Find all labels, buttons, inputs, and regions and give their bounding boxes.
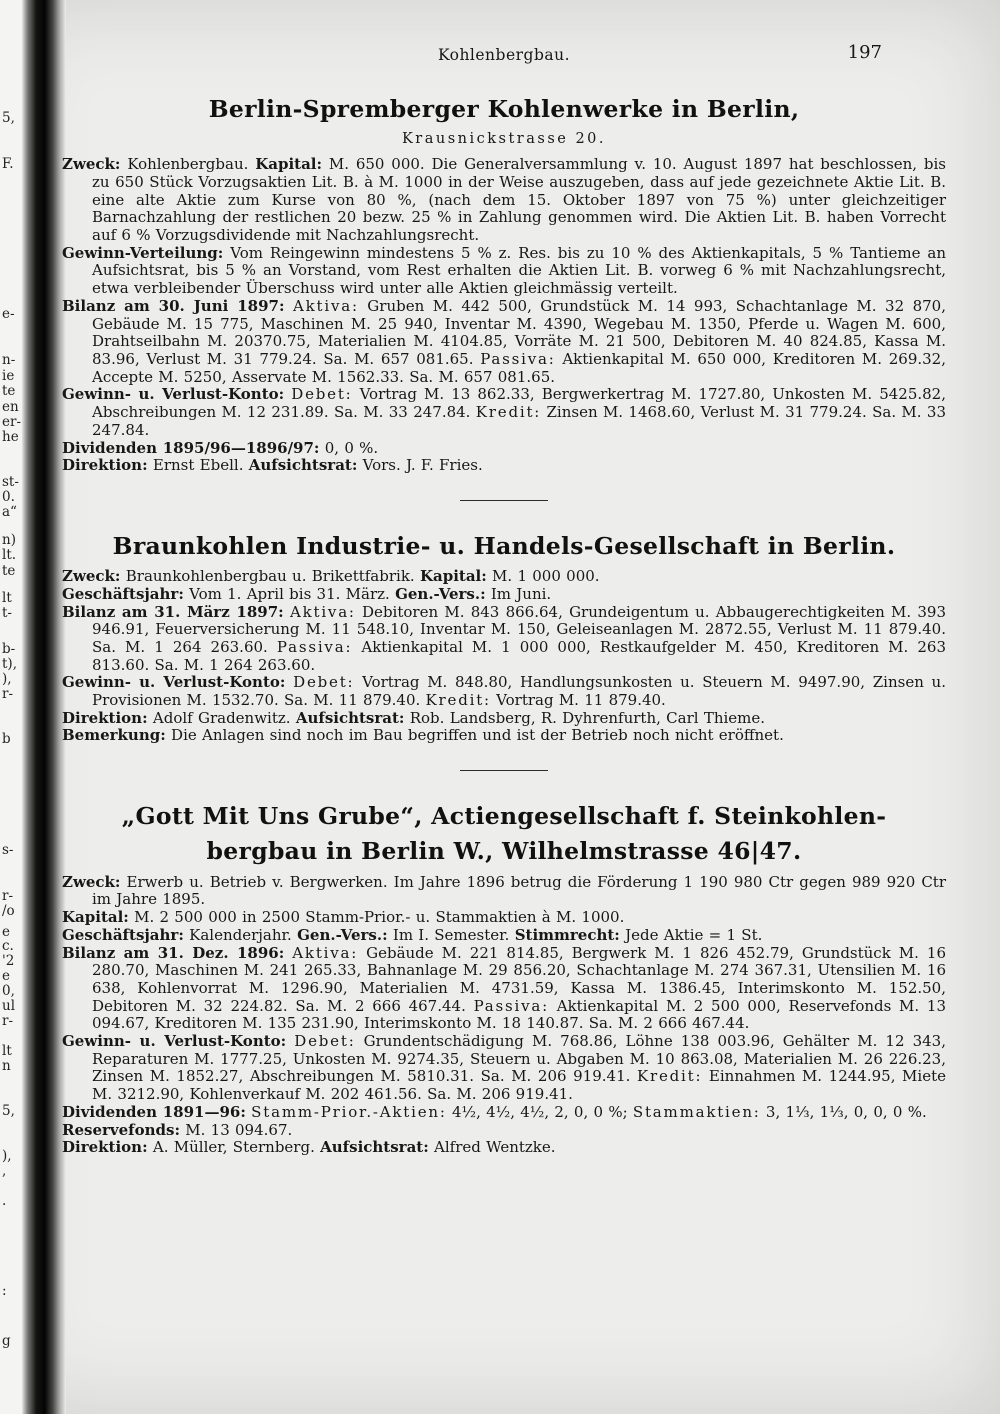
margin-fragment: he [2, 429, 19, 445]
entry-paragraph: Dividenden 1891—96: Stamm-Prior.-Aktien: 4½, 4½, 4½, 2, 0, 0 %; Stammaktien: 3, 1⅓, 1⅓, 0, 0, 0 %. [62, 1102, 927, 1121]
page-content [62, 42, 947, 1157]
margin-fragment: '2 [2, 953, 15, 969]
entry-paragraph: Kapital: M. 2 500 000 in 2500 Stamm-Prior.- u. Stammaktien à M. 1000. [62, 908, 625, 927]
margin-fragment: n [2, 1058, 11, 1074]
entry-paragraph: Bilanz am 31. März 1897: Aktiva: Debitoren M. 843 866.64, Grundeigentum u. Abbaugerechtigkeiten M. 393 946.91, Feuerversicherung M. 11 548.10, Inventar M. 150, Geleiseanlagen M. 2872.55, Verlust M. 11 879.40. Sa. M. 1 264 263.60. Passiva: Aktienkapital M. 1 000 000, Restkaufgelder M. 450, Kreditoren M. 263 813.60. Sa. M. 1 264 263.60. [62, 602, 947, 674]
paragraph-label: Gewinn- u. Verlust-Konto: [62, 673, 286, 692]
paragraph-label: Geschäftsjahr: [62, 584, 184, 603]
paragraph-label: Dividenden 1895/96—1896/97: [62, 438, 320, 457]
spaced-term: Stammaktien: [632, 1102, 761, 1121]
paragraph-label: Aufsichtsrat: [295, 708, 405, 727]
page-header-title: Kohlenbergbau. [437, 46, 571, 64]
running-head [62, 42, 946, 70]
margin-fragment: , [2, 1163, 7, 1179]
margin-fragment: g [2, 1333, 11, 1349]
margin-fragment: b- [2, 641, 16, 657]
section-divider [460, 500, 548, 501]
paragraph-label: Aufsichtsrat: [248, 456, 358, 475]
entry-paragraph: Gewinn- u. Verlust-Konto: Debet: Vortrag M. 13 862.33, Bergwerkertrag M. 1727.80, Unkosten M. 5425.82, Abschreibungen M. 12 231.89. Sa. M. 33 247.84. Kredit: Zinsen M. 1468.60, Verlust M. 31 779.24. Sa. M. 33 247.84. [62, 385, 946, 439]
entry-paragraph: Reservefonds: M. 13 094.67. [62, 1120, 293, 1139]
paragraph-label: Bilanz am 30. Juni 1897: [62, 296, 285, 315]
margin-fragment: s- [2, 842, 14, 858]
paragraph-label: Kapital: [62, 908, 129, 927]
spaced-term: Aktiva: [292, 943, 359, 962]
spaced-term: Stamm-Prior.-Aktien: [251, 1102, 447, 1121]
spaced-term: Debet: [293, 673, 355, 692]
paragraph-label: Aufsichtsrat: [320, 1138, 429, 1157]
entry-paragraph: Gewinn- u. Verlust-Konto: Debet: Vortrag M. 848.80, Handlungsunkosten u. Steuern M. 9497.90, Zinsen u. Provisionen M. 1532.70. Sa. M. 11 879.40. Kredit: Vortrag M. 11 879.40. [62, 673, 946, 710]
margin-fragment: 0, [2, 983, 15, 999]
spaced-term: Passiva: [276, 637, 353, 656]
paragraph-label: Direktion: [62, 708, 148, 727]
margin-fragment: : [2, 1283, 7, 1299]
spaced-term: Aktiva: [293, 296, 359, 315]
margin-fragment: lt. [2, 547, 17, 563]
margin-fragment: e [2, 968, 10, 984]
paragraph-label: Bilanz am 31. März 1897: [62, 602, 284, 621]
paragraph-label: Gen.-Vers.: [395, 584, 486, 603]
margin-fragment: t), [2, 656, 17, 672]
margin-fragments [0, 0, 24, 1414]
company-title: Braunkohlen Industrie- u. Handels-Gesellschaft in Berlin. [112, 531, 896, 560]
margin-fragment: 0. [2, 489, 15, 505]
spaced-term: Debet: [291, 385, 353, 404]
spaced-term: Kredit: [636, 1067, 703, 1086]
entry-paragraph: Direktion: A. Müller, Sternberg. Aufsichtsrat: Alfred Wentzke. [62, 1138, 556, 1157]
spaced-term: Kredit: [425, 691, 491, 710]
paragraph-label: Gewinn- u. Verlust-Konto: [62, 1032, 287, 1051]
paragraph-label: Direktion: [62, 1138, 148, 1157]
margin-fragment: ), [2, 1148, 12, 1164]
paragraph-label: Geschäftsjahr: [62, 925, 184, 944]
paragraph-label: Gewinn-Verteilung: [62, 243, 224, 262]
margin-fragment: te [2, 563, 16, 579]
entries [62, 92, 946, 1157]
entry-paragraph: Gewinn-Verteilung: Vom Reingewinn mindestens 5 % z. Res. bis zu 10 % des Aktienkapitals, 5 % Tantieme an Aufsichtsrat, bis 5 % an Vorstand, vom Rest erhalten die Aktien Lit. B. vorweg 6 % mit Nachzahlungsrecht, etwa verbleibender Überschuss wird unter alle Aktien gleichmässig verteilt. [62, 243, 946, 298]
paragraph-label: Zweck: [62, 567, 121, 586]
spaced-term: Kredit: [475, 403, 542, 422]
entry-paragraph: Gewinn- u. Verlust-Konto: Debet: Grundentschädigung M. 768.86, Löhne 138 003.96, Gehälter M. 12 343, Reparaturen M. 1777.25, Unkosten M. 9274.35, Steuern u. Abgaben M. 10 863.08, Materialien M. 26 226.23, Zinsen M. 1852.27, Abschreibungen M. 5810.31. Sa. M. 206 919.41. Kredit: Einnahmen M. 1244.95, Miete M. 3212.90, Kohlenverkauf M. 202 461.56. Sa. M. 206 919.41. [62, 1032, 946, 1104]
margin-fragment: ie [2, 368, 15, 384]
paragraph-label: Gewinn- u. Verlust-Konto: [62, 385, 285, 404]
margin-fragment: /o [2, 903, 15, 919]
paragraph-label: Dividenden 1891—96: [62, 1102, 246, 1121]
margin-fragment: . [2, 1193, 7, 1209]
margin-fragment: c. [2, 938, 14, 954]
book-gutter-shadow [22, 0, 66, 1414]
company-entry [62, 92, 946, 475]
paragraph-label: Direktion: [62, 456, 148, 475]
entry-paragraph: Direktion: Ernst Ebell. Aufsichtsrat: Vors. J. F. Fries. [62, 456, 483, 475]
margin-fragment: st- [2, 474, 19, 490]
margin-fragment: e [2, 924, 10, 940]
page-number: 197 [847, 42, 882, 63]
margin-fragment: lt [2, 590, 12, 606]
entry-paragraph: Zweck: Braunkohlenbergbau u. Brikettfabrik. Kapital: M. 1 000 000. [62, 567, 600, 586]
margin-fragment: en [2, 399, 19, 415]
entry-paragraph: Direktion: Adolf Gradenwitz. Aufsichtsrat: Rob. Landsberg, R. Dyhrenfurth, Carl Thieme. [62, 708, 766, 727]
margin-fragment: a“ [2, 504, 17, 520]
paragraph-label: Bemerkung: [62, 726, 166, 745]
margin-fragment: e- [2, 306, 15, 322]
margin-fragment: te [2, 383, 16, 399]
company-entry [62, 799, 946, 1157]
margin-fragment: t- [2, 605, 12, 621]
entry-paragraph: Geschäftsjahr: Vom 1. April bis 31. März. Gen.-Vers.: Im Juni. [62, 584, 552, 603]
entry-paragraph: Bemerkung: Die Anlagen sind noch im Bau begriffen und ist der Betrieb noch nicht eröffnet. [62, 726, 784, 745]
entry-paragraph: Zweck: Kohlenbergbau. Kapital: M. 650 000. Die Generalversammlung v. 10. August 1897 hat beschlossen, bis zu 650 Stück Vorzugsaktien Lit. B. à M. 1000 in der Weise auszugeben, dass auf jede gezeichnete Aktie Lit. B. eine alte Aktie zum Kurse von 80 %, (nach dem 15. Oktober 1897 von 75 %) unter gleichzeitiger Barnachzahlung der restlichen 20 bezw. 25 % in Zahlung genommen wird. Die Aktien Lit. B. haben Vorrecht auf 6 % Vorzugsdividende mit Nachzahlungsrecht. [62, 155, 947, 245]
entry-paragraph: Geschäftsjahr: Kalenderjahr. Gen.-Vers.: Im I. Semester. Stimmrecht: Jede Aktie = 1 St. [62, 925, 763, 944]
margin-fragment: n- [2, 352, 16, 368]
entry-paragraph: Bilanz am 31. Dez. 1896: Aktiva: Gebäude M. 221 814.85, Bergwerk M. 1 826 452.79, Grundstück M. 16 280.70, Maschinen M. 241 265.33, Bahnanlage M. 29 856.20, Schachtanlage M. 274 367.31, Utensilien M. 16 638, Kohlenvorrat M. 1296.90, Materialien M. 4731.59, Kassa M. 1386.45, Interimskonto M. 152.50, Debitoren M. 32 224.82. Sa. M. 2 666 467.44. Passiva: Aktienkapital M. 2 500 000, Reservefonds M. 13 094.67, Kreditoren M. 135 231.90, Interimskonto M. 18 140.87. Sa. M. 2 666 467.44. [62, 943, 947, 1033]
spaced-term: Debet: [294, 1032, 356, 1051]
company-title: „Gott Mit Uns Grube“, Actiengesellschaft f. Steinkohlen- bergbau in Berlin W., Wilhelmstrasse 46|47. [121, 802, 887, 866]
paragraph-label: Kapital: [255, 155, 323, 174]
spaced-term: Passiva: [480, 349, 556, 368]
spaced-term: Passiva: [473, 996, 550, 1015]
entry-paragraph: Bilanz am 30. Juni 1897: Aktiva: Gruben M. 442 500, Grundstück M. 14 993, Schachtanlage M. 32 870, Gebäude M. 15 775, Maschinen M. 25 940, Inventar M. 4390, Wegebau M. 1350, Pferde u. Wagen M. 600, Drahtseilbahn M. 20370.75, Materialien M. 4104.85, Vorräte M. 21 500, Debitoren M. 40 824.85, Kassa M. 83.96, Verlust M. 31 779.24. Sa. M. 657 081.65. Passiva: Aktienkapital M. 650 000, Kreditoren M. 269.32, Accepte M. 5250, Asservate M. 1562.33. Sa. M. 657 081.65. [62, 296, 946, 386]
section-divider [460, 770, 548, 771]
margin-fragment: ul [2, 998, 16, 1014]
paragraph-label: Stimmrecht: [514, 925, 620, 944]
company-entry [62, 529, 946, 745]
margin-fragment: ), [2, 671, 12, 687]
paragraph-label: Zweck: [62, 155, 121, 174]
margin-fragment: n) [2, 532, 16, 548]
margin-fragment: 5, [2, 1103, 15, 1119]
company-address: Krausnickstrasse 20. [401, 131, 607, 148]
margin-fragment: r- [2, 1013, 14, 1029]
company-title: Berlin-Spremberger Kohlenwerke in Berlin, [208, 95, 800, 123]
paragraph-label: Zweck: [62, 872, 121, 891]
paragraph-label: Kapital: [419, 567, 487, 586]
margin-fragment: lt [2, 1043, 12, 1059]
paragraph-label: Gen.-Vers.: [297, 925, 388, 944]
entry-paragraph: Dividenden 1895/96—1896/97: 0, 0 %. [62, 438, 379, 457]
paragraph-label: Reservefonds: [62, 1120, 180, 1139]
margin-fragment: b [2, 731, 11, 747]
paragraph-label: Bilanz am 31. Dez. 1896: [62, 943, 285, 962]
margin-fragment: 5, [2, 110, 15, 126]
margin-fragment: r- [2, 686, 14, 702]
margin-fragment: F. [2, 156, 14, 172]
entry-paragraph: Zweck: Erwerb u. Betrieb v. Bergwerken. Im Jahre 1896 betrug die Förderung 1 190 980 Ctr gegen 989 920 Ctr im Jahre 1895. [62, 872, 946, 909]
spaced-term: Aktiva: [289, 602, 356, 621]
margin-fragment: r- [2, 888, 14, 904]
margin-fragment: er- [2, 414, 22, 430]
